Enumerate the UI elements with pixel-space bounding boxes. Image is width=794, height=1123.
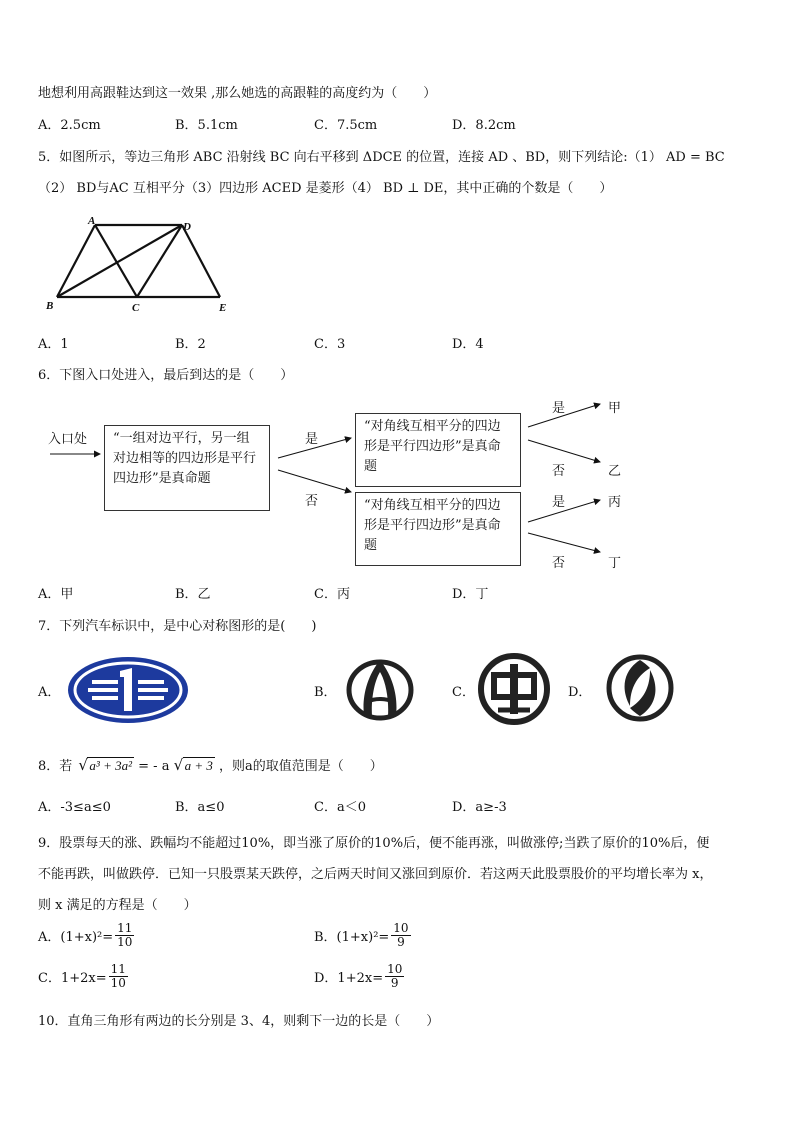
logo-d-icon [606,654,674,722]
q9-option-d-num: 10 [387,962,403,976]
q5-label-a: A [88,215,96,227]
q5-label-c: C [132,302,140,314]
q9-option-c-den: 10 [110,976,126,990]
q9-option-c-num: 11 [110,962,126,976]
q4-option-c: C．7.5cm [314,118,378,133]
q9-stem-line1: 9．股票每天的涨、跌幅均不能超过10%，即当涨了原价的10%后，便不能再涨，叫做涨停;当跌了原价的10%后，便 [38,836,710,851]
q8-mid: = - a [138,759,170,774]
q9-option-b-text: B．(1+x)²= [314,930,390,945]
q5-option-b: B．2 [175,337,206,352]
q9-option-b-num: 10 [393,921,409,935]
q4-option-a: A．2.5cm [38,118,101,133]
q5-option-d: D．4 [452,337,484,352]
q6-end-jia: 甲 [608,401,622,416]
q8-radical-2: √ a + 3 [173,756,213,774]
q9-option-c-fraction [109,963,128,990]
q6-yes-label-1: 是 [305,432,319,447]
q5-label-d: D [183,221,191,233]
q5-option-a: A．1 [38,337,69,352]
q5-label-b: B [46,300,54,312]
q5-stem-line2: （2） BD与AC 互相平分（3）四边形 ACED 是菱形（4） BD ⊥ DE，其中正确的个数是（ ） [38,181,613,196]
q6-no-label-2: 否 [552,464,566,479]
q9-option-b-den: 9 [397,935,405,949]
q6-box-yes [355,413,521,487]
q7-label-a: A． [38,685,61,700]
logo-b-icon [346,652,414,724]
q6-box-start [104,425,270,511]
q6-box-start-text: “一组对边平行，另一组对边相等的四边形是平行四边形”是真命题 [113,431,257,486]
q6-box-no-text: “对角线互相平分的四边形是平行四边形”是真命题 [364,498,501,553]
q6-yes-label-3: 是 [552,495,566,510]
q8-radicand-1: a³ + 3a² [89,758,132,773]
q8-option-d: D．a≥-3 [452,800,507,815]
q8-option-a: A．-3≤a≤0 [38,800,111,815]
q9-option-c-text: C．1+2x= [38,971,107,986]
q9-option-a-fraction [115,922,134,949]
q4-option-b: B．5.1cm [175,118,238,133]
q8-option-b: B．a≤0 [175,800,225,815]
logo-c-icon [476,652,552,726]
q9-option-d-den: 9 [390,976,399,990]
q9-option-d-text: D．1+2x= [314,971,384,986]
q6-option-a: A．甲 [38,587,74,602]
q9-option-a [38,922,136,949]
q6-no-label-1: 否 [305,494,319,509]
q7-label-c: C． [452,685,475,700]
q7-stem: 7．下列汽车标识中，是中心对称图形的是( ) [38,619,317,634]
q9-option-d [314,963,406,990]
q10-stem: 10．直角三角形有两边的长分别是 3、4，则剩下一边的长是（ ） [38,1014,440,1029]
q9-option-b-fraction [391,922,410,949]
q9-option-c [38,963,130,990]
q6-yes-label-2: 是 [552,401,566,416]
q8-stem [38,755,383,774]
q6-box-no [355,492,521,566]
q9-option-d-fraction [385,963,404,990]
q9-option-a-text: A．(1+x)²= [38,930,114,945]
q6-option-b: B．乙 [175,587,211,602]
q6-option-d: D．丁 [452,587,489,602]
q7-label-b: B． [314,685,337,700]
q6-end-bing: 丙 [608,495,622,510]
q6-end-ding: 丁 [608,556,622,571]
q6-entry-label: 入口处 [48,432,88,447]
q5-stem-line1: 5．如图所示，等边三角形 ABC 沿射线 BC 向右平移到 ΔDCE 的位置，连接 AD 、BD，则下列结论:（1） AD = BC [38,150,725,165]
q8-radicand-2: a + 3 [184,758,213,773]
q7-label-d: D． [568,685,592,700]
q9-stem-line3: 则 x 满足的方程是（ ） [38,898,197,913]
q9-option-a-den: 10 [117,935,133,949]
q6-option-c: C．丙 [314,587,350,602]
q6-box-yes-text: “对角线互相平分的四边形是平行四边形”是真命题 [364,419,501,474]
q5-label-e: E [219,302,227,314]
q8-prefix: 8．若 [38,759,73,774]
logo-a-faw-icon [66,655,190,725]
q8-option-c: C．a＜0 [314,800,366,815]
q4-stem-tail: 地想利用高跟鞋达到这一效果 ,那么她选的高跟鞋的高度约为（ ） [38,86,437,101]
q6-end-yi: 乙 [608,464,622,479]
q6-no-label-3: 否 [552,556,566,571]
q5-option-c: C．3 [314,337,346,352]
q6-stem: 6．下图入口处进入，最后到达的是（ ） [38,368,294,383]
q8-suffix: ，则a的取值范围是（ ） [219,759,383,774]
q5-figure [40,215,240,315]
q9-stem-line2: 不能再跌，叫做跌停．已知一只股票某天跌停，之后两天时间又涨回到原价．若这两天此股票股价的平均增长率为 x， [38,867,713,882]
q9-option-a-num: 11 [117,921,133,935]
q8-radical-1: √ a³ + 3a² [78,756,132,774]
q9-option-b [314,922,413,949]
q4-option-d: D．8.2cm [452,118,516,133]
